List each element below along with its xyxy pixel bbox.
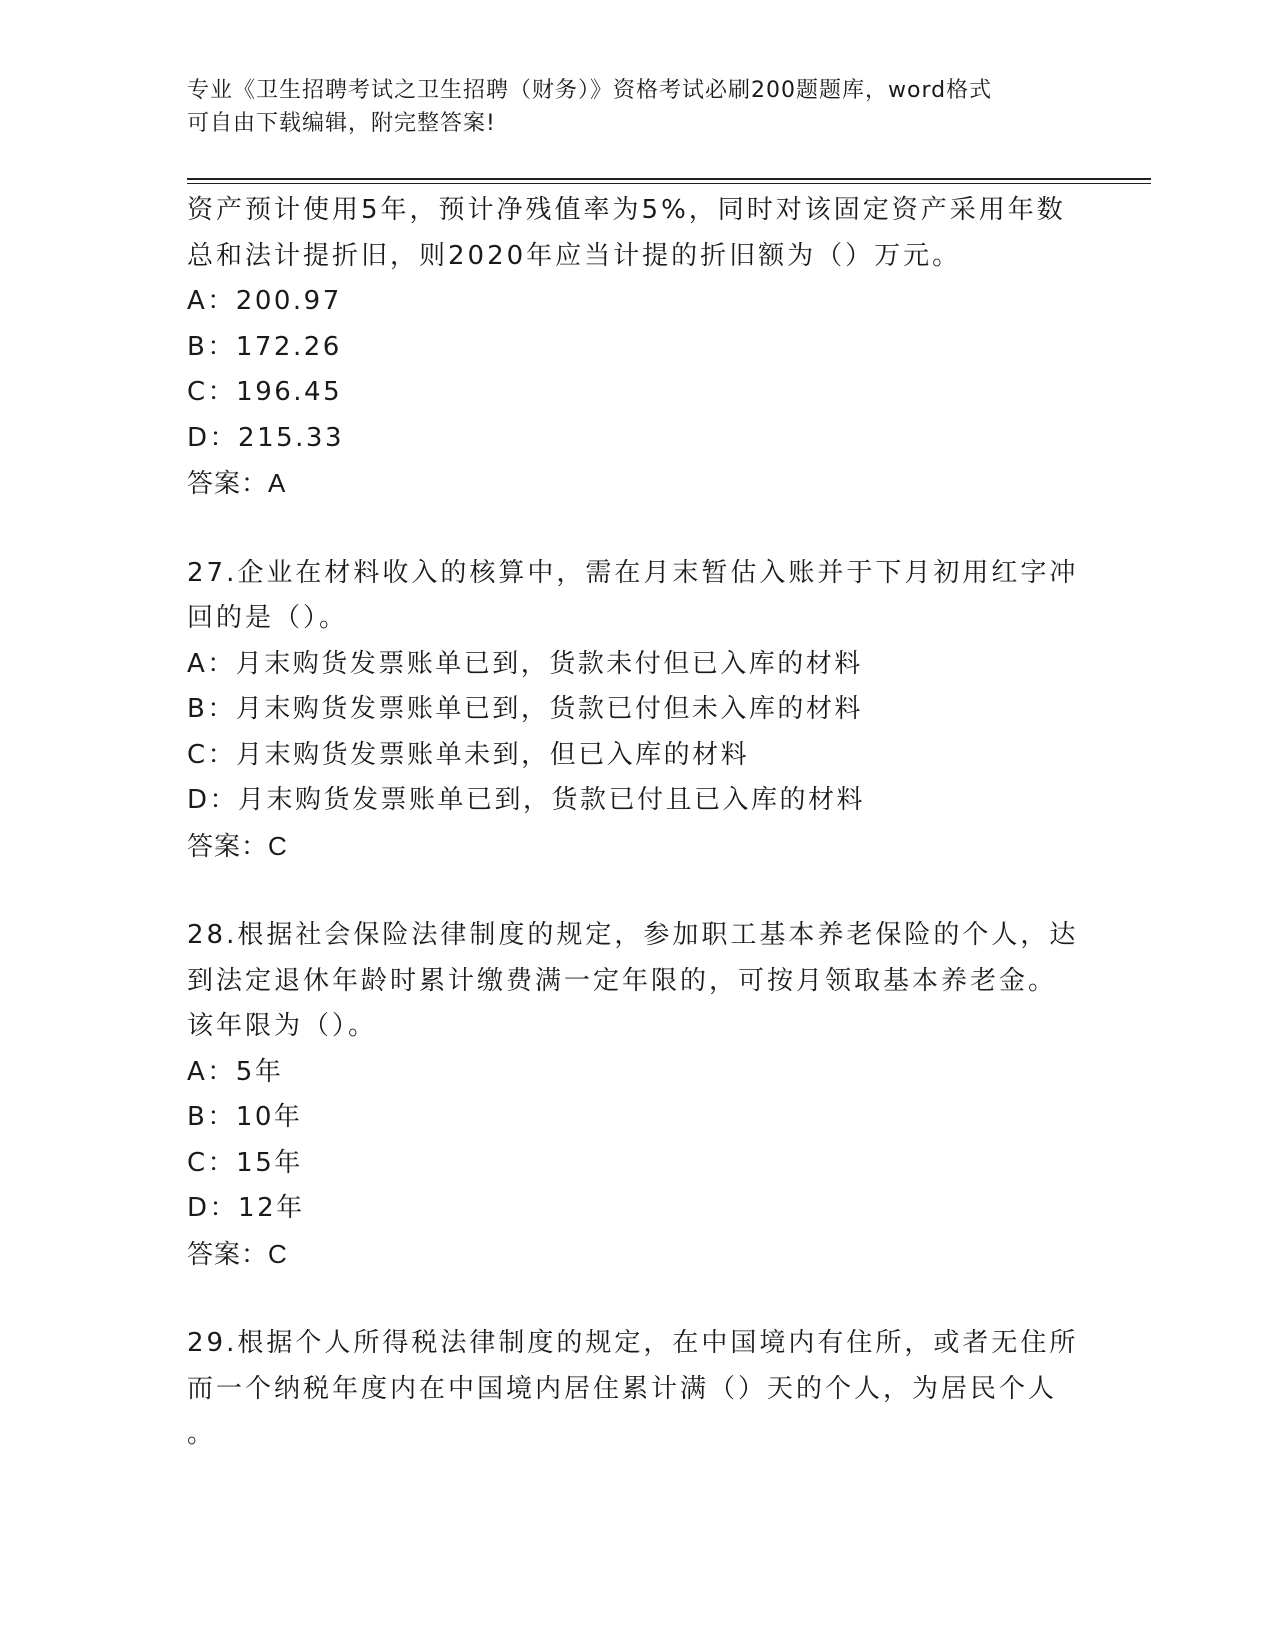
- header-divider-thin: [187, 183, 1151, 184]
- question-block-26: [187, 188, 1077, 507]
- spacer: [187, 507, 1077, 551]
- question-text: [187, 1321, 1077, 1458]
- answer-label: 答案：C: [187, 830, 288, 861]
- header-line-2: 可自由下载编辑，附完整答案!: [187, 111, 496, 136]
- option-a: A：5年: [187, 1056, 284, 1087]
- question-line: 。: [187, 1419, 217, 1449]
- option-a: A：200.97: [187, 286, 342, 316]
- option-d: D：215.33: [187, 422, 344, 453]
- option-c: C：15年: [187, 1147, 303, 1178]
- option-d: D：12年: [187, 1193, 305, 1223]
- spacer: [187, 869, 1077, 913]
- spacer: [187, 1277, 1077, 1321]
- question-block-28: [187, 913, 1077, 1277]
- header-divider-thick: [187, 178, 1151, 180]
- option-c: C：196.45: [187, 377, 343, 407]
- question-line: 28.根据社会保险法律制度的规定，参加职工基本养老保险的个人，达: [187, 920, 1079, 950]
- question-list: [187, 188, 1077, 1458]
- question-block-27: [187, 551, 1077, 870]
- document-header: [187, 74, 1067, 140]
- answer-label: 答案：A: [187, 468, 287, 498]
- question-text: [187, 551, 1077, 642]
- answer-label: 答案：C: [187, 1238, 288, 1269]
- question-text: [187, 188, 1077, 279]
- option-c: C：月末购货发票账单未到，但已入库的材料: [187, 739, 750, 770]
- option-b: B：10年: [187, 1102, 303, 1132]
- question-text: [187, 913, 1077, 1050]
- option-d: D：月末购货发票账单已到，货款已付且已入库的材料: [187, 785, 866, 815]
- question-line: 总和法计提折旧，则2020年应当计提的折旧额为（）万元。: [187, 240, 962, 271]
- question-line: 29.根据个人所得税法律制度的规定，在中国境内有住所，或者无住所: [187, 1328, 1079, 1358]
- option-b: B：月末购货发票账单已到，货款已付但未入库的材料: [187, 694, 863, 724]
- question-line: 回的是（）。: [187, 603, 349, 633]
- question-line: 27.企业在材料收入的核算中，需在月末暂估入账并于下月初用红字冲: [187, 557, 1079, 588]
- question-line: 资产预计使用5年，预计净残值率为5%，同时对该固定资产采用年数: [187, 195, 1066, 225]
- question-block-29: [187, 1321, 1077, 1458]
- option-b: B：172.26: [187, 331, 342, 362]
- question-line: 到法定退休年龄时累计缴费满一定年限的，可按月领取基本养老金。: [187, 965, 1058, 996]
- option-a: A：月末购货发票账单已到，货款未付但已入库的材料: [187, 648, 863, 679]
- question-line: 而一个纳税年度内在中国境内居住累计满（）天的个人，为居民个人: [187, 1373, 1058, 1404]
- question-line: 该年限为（）。: [187, 1011, 378, 1041]
- header-line-1: 专业《卫生招聘考试之卫生招聘（财务）》资格考试必刷200题题库，word格式: [187, 78, 993, 103]
